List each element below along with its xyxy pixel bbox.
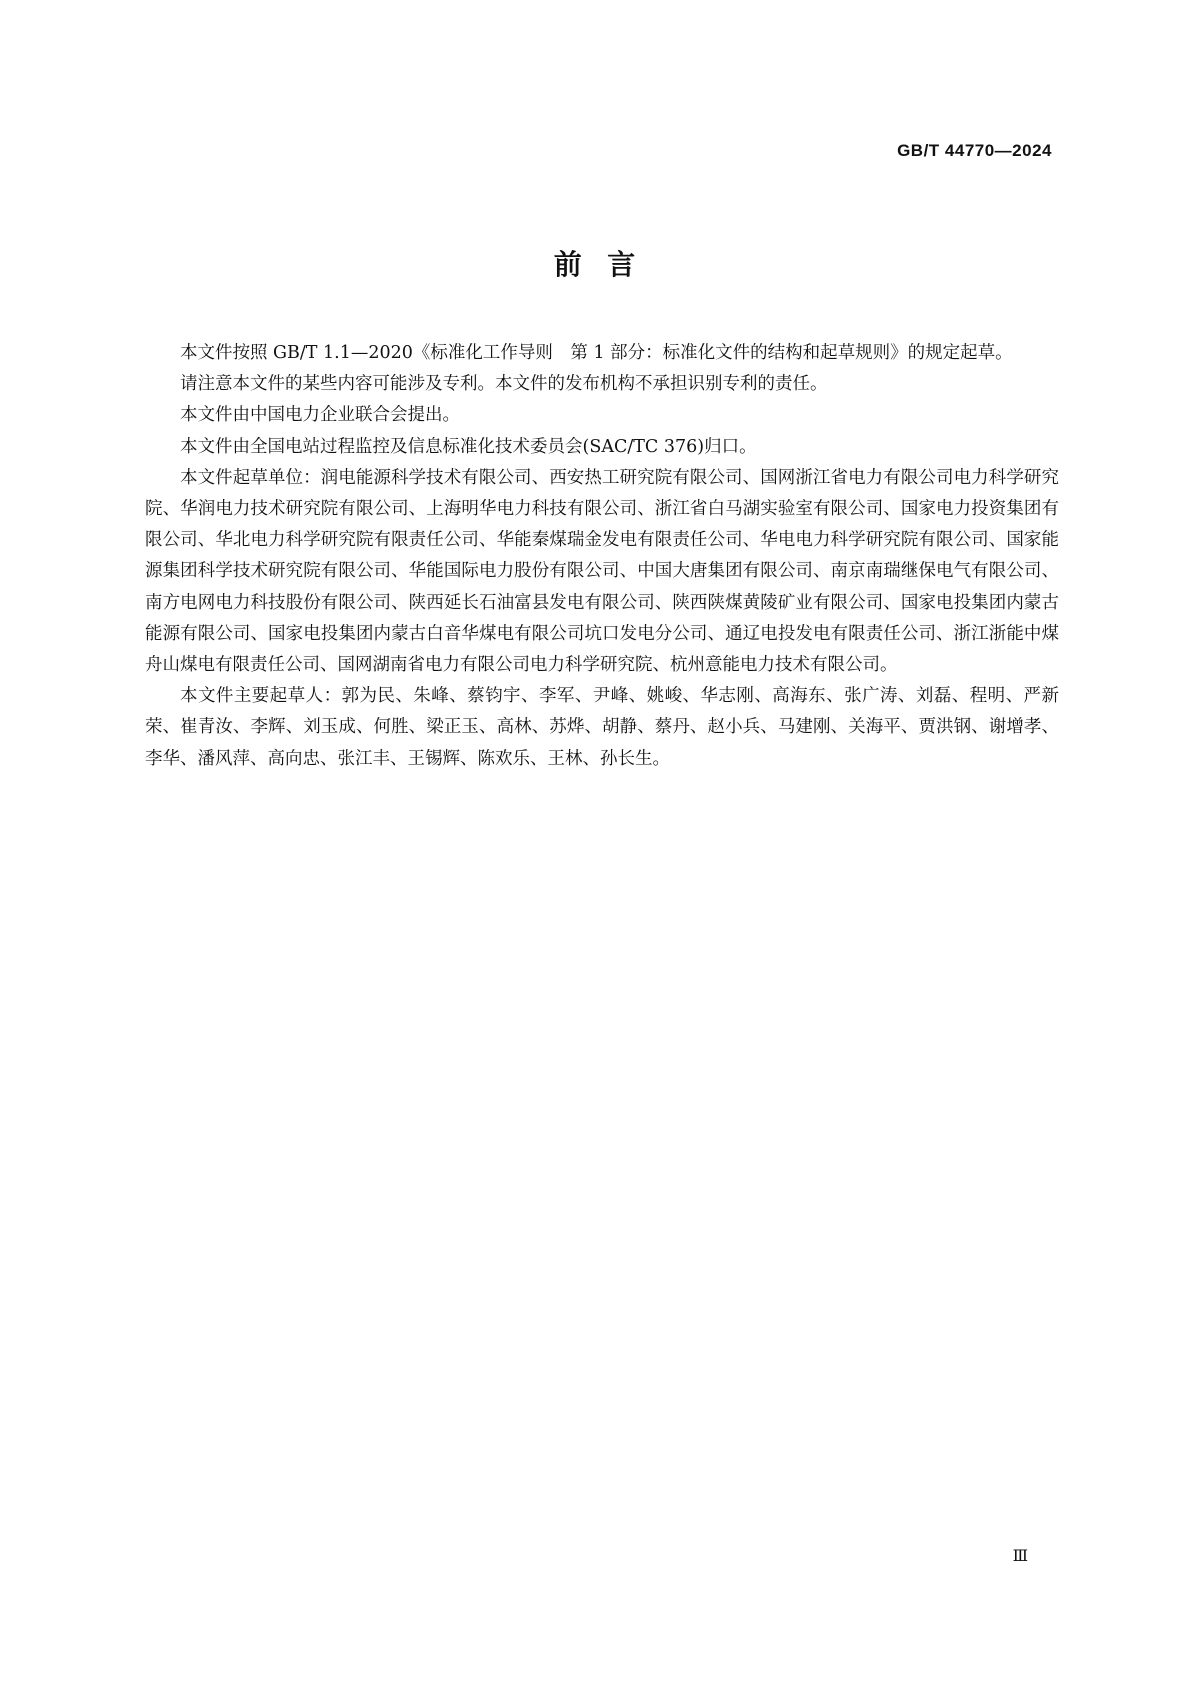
foreword-body xyxy=(145,338,1059,775)
paragraph-drafting-basis: 本文件按照 GB/T 1.1—2020《标准化工作导则 第 1 部分：标准化文件的结构和起草规则》的规定起草。 xyxy=(180,343,1013,363)
paragraph-proposer: 本文件由中国电力企业联合会提出。 xyxy=(180,405,460,426)
paragraph-technical-committee: 本文件由全国电站过程监控及信息标准化技术委员会(SAC/TC 376)归口。 xyxy=(180,436,757,457)
page-number: Ⅲ xyxy=(1012,1546,1028,1565)
paragraph-patent-notice: 请注意本文件的某些内容可能涉及专利。本文件的发布机构不承担识别专利的责任。 xyxy=(180,374,828,395)
paragraph-drafters: 本文件主要起草人：郭为民、朱峰、蔡钧宇、李军、尹峰、姚峻、华志刚、高海东、张广涛、刘磊、程明、严新荣、崔青汝、李辉、刘玉成、何胜、梁正玉、高林、苏烨、胡静、蔡丹、赵小兵、马建刚、关海平、贾洪钢、谢增孝、李华、潘风萍、高向忠、张江丰、王锡辉、陈欢乐、王林、孙长生。 xyxy=(145,686,1059,769)
page-title: 前 言 xyxy=(553,248,638,281)
standard-number: GB/T 44770—2024 xyxy=(897,141,1052,160)
paragraph-drafting-organizations: 本文件起草单位：润电能源科学技术有限公司、西安热工研究院有限公司、国网浙江省电力有限公司电力科学研究院、华润电力技术研究院有限公司、上海明华电力科技有限公司、浙江省白马湖实验室有限公司、国家电力投资集团有限公司、华北电力科学研究院有限责任公司、华能秦煤瑞金发电有限责任公司、华电电力科学研究院有限公司、国家能源集团科学技术研究院有限公司、华能国际电力股份有限公司、中国大唐集团有限公司、南京南瑞继保电气有限公司、南方电网电力科技股份有限公司、陕西延长石油富县发电有限公司、陕西陕煤黄陵矿业有限公司、国家电投集团内蒙古能源有限公司、国家电投集团内蒙古白音华煤电有限公司坑口发电分公司、通辽电投发电有限责任公司、浙江浙能中煤舟山煤电有限责任公司、国网湖南省电力有限公司电力科学研究院、杭州意能电力技术有限公司。 xyxy=(145,467,1059,676)
